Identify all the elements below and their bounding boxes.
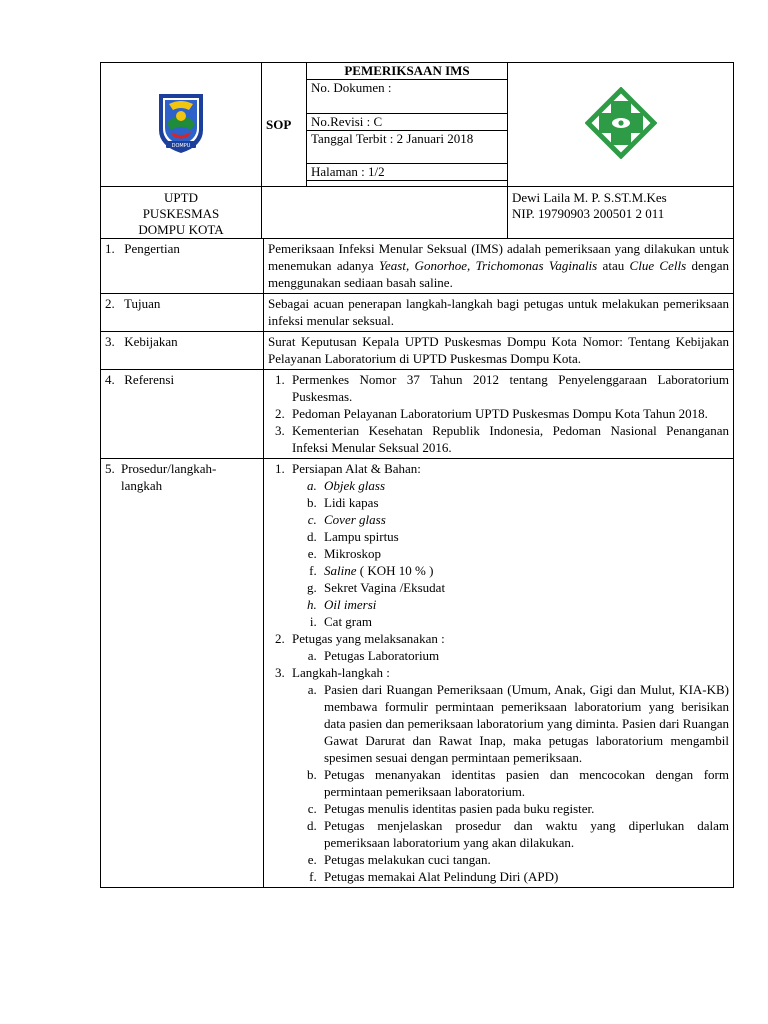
list-item: i. Cat gram	[320, 613, 729, 630]
sop-document	[100, 62, 733, 888]
list-item: c. Petugas menulis identitas pasien pada buku register.	[320, 800, 729, 817]
alat-list	[292, 477, 729, 630]
puskesmas-logo-cell	[508, 63, 734, 187]
list-item: b. Lidi kapas	[320, 494, 729, 511]
list-item: 3. Kementerian Kesehatan Republik Indonesia, Pedoman Nasional Penanganan Infeksi Menular Seksual 2016.	[288, 422, 729, 456]
row-prosedur	[101, 459, 734, 888]
list-item: e. Mikroskop	[320, 545, 729, 562]
list-item: 3. Langkah-langkah : a. Pasien dari Ruangan Pemeriksaan (Umum, Anak, Gigi dan Mulut, KIA-KB) membawa formulir permintaan pemeriksaan laboratorium yang berisikan data pasien dan pemeriksaan laboratorium yang diminta. Pasien dari Ruangan Gawat Darurat dan Rawat Inap, maka petugas laboratorium mengambil spesimen sesuai dengan permintaan pemeriksaan. b. Petugas menanyakan identitas pasien dan mencocokan dengan form permintaan pemeriksaan laboratorium. c. Petugas menulis identitas pasien pada buku register. d. Petugas menjelaskan prosedur dan waktu yang diperlukan dalam pemeriksaan laboratorium yang akan dilakukan. e. Petugas melakukan cuci tangan. f. Petugas memakai Alat Pelindung Diri (APD)	[288, 664, 729, 885]
list-item: a. Petugas Laboratorium	[320, 647, 729, 664]
list-item: f. Petugas memakai Alat Pelindung Diri (APD)	[320, 868, 729, 885]
list-item: d. Lampu spirtus	[320, 528, 729, 545]
list-item: b. Petugas menanyakan identitas pasien dan mencocokan dengan form permintaan pemeriksaan laboratorium.	[320, 766, 729, 800]
list-item: c. Cover glass	[320, 511, 729, 528]
emblem-caption: DOMPU	[171, 142, 191, 149]
signer-name: Dewi Laila M. P. S.ST.M.Kes	[512, 190, 667, 205]
sop-body-table	[100, 238, 734, 888]
row-referensi	[101, 370, 734, 459]
dompu-regency-emblem-icon	[153, 90, 209, 156]
row-tujuan	[101, 294, 734, 332]
no-revisi: No.Revisi : C	[307, 114, 508, 131]
signer-block	[508, 187, 734, 239]
pengertian-text: Pemeriksaan Infeksi Menular Seksual (IMS) adalah pemeriksaan yang dilakukan untuk menemukan adanya Yeast, Gonorhoe, Trichomonas Vaginalis atau Clue Cells dengan menggunakan sediaan basah saline.	[264, 239, 734, 294]
list-item: a. Pasien dari Ruangan Pemeriksaan (Umum, Anak, Gigi dan Mulut, KIA-KB) membawa formulir permintaan pemeriksaan laboratorium yang berisikan data pasien dan pemeriksaan laboratorium yang diminta. Pasien dari Ruangan Gawat Darurat dan Rawat Inap, maka petugas laboratorium mengambil spesimen sesuai dengan permintaan pemeriksaan.	[320, 681, 729, 766]
referensi-label: 4. Referensi	[101, 370, 264, 459]
tujuan-label: 2. Tujuan	[101, 294, 264, 332]
list-item: 2. Pedoman Pelayanan Laboratorium UPTD Puskesmas Dompu Kota Tahun 2018.	[288, 405, 729, 422]
halaman: Halaman : 1/2	[307, 164, 508, 181]
prosedur-list	[268, 460, 729, 885]
list-item: a. Objek glass	[320, 477, 729, 494]
tujuan-text: Sebagai acuan penerapan langkah-langkah bagi petugas untuk melakukan pemeriksaan infeksi menular seksual.	[264, 294, 734, 332]
prosedur-label: 5. Prosedur/langkah-langkah	[101, 459, 264, 888]
row-pengertian	[101, 239, 734, 294]
petugas-list	[292, 647, 729, 664]
document-title: PEMERIKSAAN IMS	[307, 63, 508, 80]
dompu-logo-cell	[101, 63, 262, 187]
org-line-2: PUSKESMAS	[142, 206, 220, 221]
kebijakan-label: 3. Kebijakan	[101, 332, 264, 370]
referensi-list	[268, 371, 729, 456]
organization-name	[101, 187, 262, 239]
list-item: e. Petugas melakukan cuci tangan.	[320, 851, 729, 868]
prosedur-content	[264, 459, 734, 888]
org-line-3: DOMPU KOTA	[138, 222, 224, 237]
list-item: 2. Petugas yang melaksanakan : a. Petugas Laboratorium	[288, 630, 729, 664]
tanggal-terbit: Tanggal Terbit : 2 Januari 2018	[307, 131, 508, 164]
referensi-list-cell	[264, 370, 734, 459]
list-item: f. Saline ( KOH 10 % )	[320, 562, 729, 579]
list-item: 1. Permenkes Nomor 37 Tahun 2012 tentang Penyelenggaraan Laboratorium Puskesmas.	[288, 371, 729, 405]
list-item: 1. Persiapan Alat & Bahan: a. Objek glass b. Lidi kapas c. Cover glass d. Lampu spirtus e. Mikroskop f. Saline ( KOH 10 % ) g. Sekret Vagina /Eksudat h. Oil imersi i. Cat gram	[288, 460, 729, 630]
blank-cell	[262, 187, 508, 239]
puskesmas-cross-icon	[585, 87, 657, 159]
sop-label: SOP	[262, 63, 307, 187]
list-item: h. Oil imersi	[320, 596, 729, 613]
list-item: g. Sekret Vagina /Eksudat	[320, 579, 729, 596]
signer-nip: NIP. 19790903 200501 2 011	[512, 206, 665, 221]
langkah-list	[292, 681, 729, 885]
no-dokumen: No. Dokumen :	[307, 80, 508, 114]
list-item: d. Petugas menjelaskan prosedur dan waktu yang diperlukan dalam pemeriksaan laboratorium yang akan dilakukan.	[320, 817, 729, 851]
org-line-1: UPTD	[164, 190, 198, 205]
kebijakan-text: Surat Keputusan Kepala UPTD Puskesmas Dompu Kota Nomor: Tentang Kebijakan Pelayanan Laboratorium di UPTD Puskesmas Dompu Kota.	[264, 332, 734, 370]
sop-header-table	[100, 62, 734, 239]
pengertian-label: 1. Pengertian	[101, 239, 264, 294]
row-kebijakan	[101, 332, 734, 370]
